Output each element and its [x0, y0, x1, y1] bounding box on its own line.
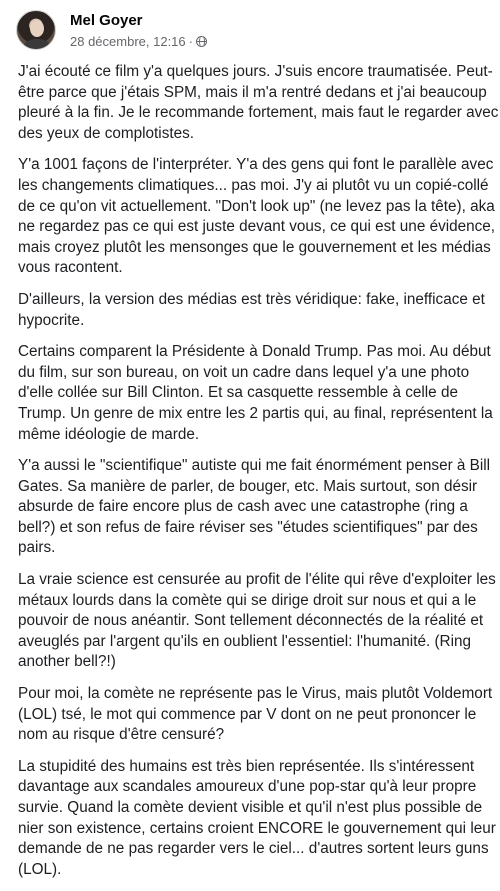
post-paragraph: [18, 757, 500, 881]
post-header: [16, 8, 486, 56]
text-line: D'ailleurs, la version des médias est très véridique: fake, inefficace et: [18, 290, 485, 308]
avatar-shoulders: [23, 39, 51, 50]
text-line: les changements climatiques... pas moi. J'y ai plutôt vu un copié-collé: [18, 176, 489, 194]
post-paragraph: [18, 570, 500, 673]
text-line: Y'a aussi le "scientifique" autiste qui me fait énormément penser à Bill: [18, 457, 491, 475]
avatar[interactable]: [16, 10, 56, 50]
post-paragraph: [18, 62, 500, 144]
text-line: another bell?!): [18, 653, 116, 671]
post-paragraph: [18, 155, 500, 279]
text-line: bell?) et son refus de faire réviser ses "études scientifiques" par des: [18, 518, 478, 536]
text-line: La stupidité des humains est très bien représentée. Ils s'intéressent: [18, 757, 475, 775]
text-line: ne regardez pas ce qui est juste devant vous, ce qui est une évidence,: [18, 218, 496, 236]
text-line: absurde de faire encore plus de cash avec une catastrophe (ring a: [18, 498, 468, 516]
text-line: aveuglés par l'argent qu'ils en oublient l'essentiel: l'humanité. (Ring: [18, 632, 472, 650]
post-date[interactable]: 28 décembre, 12:16: [70, 34, 186, 49]
text-line: d'elle collée sur Bill Clinton. Et sa casquette ressemble à celle de: [18, 384, 458, 402]
text-line: vous racontent.: [18, 259, 123, 277]
avatar-face: [30, 20, 44, 37]
post-paragraph: [18, 290, 500, 331]
text-line: métaux lourds dans la comète qui se dirige droit sur nous et qui a le: [18, 591, 477, 609]
text-line: nom au risque d'être censuré?: [18, 726, 225, 744]
text-line: demande de ne pas regarder vers le ciel... d'autres sortent leurs guns: [18, 840, 489, 858]
text-line: hypocrite.: [18, 311, 85, 329]
text-line: être parce que j'étais SPM, mais il m'a rentré dedans et j'ai beaucoup: [18, 83, 487, 101]
text-line: pouvoir de nous anéantir. Sont tellement déconnectés de la réalité et: [18, 612, 484, 630]
text-line: du film, sur son bureau, on voit un cadre dans lequel y'a une photo: [18, 363, 470, 381]
text-line: La vraie science est censurée au profit de l'élite qui rêve d'exploiter les: [18, 571, 496, 589]
text-line: survie. Quand la comète devient visible et qu'il n'est plus possible de: [18, 799, 483, 816]
text-line: Pour moi, la comète ne représente pas le Virus, mais plutôt Voldemort: [18, 685, 493, 703]
post-meta: [70, 34, 207, 49]
post-paragraph: [18, 684, 500, 746]
text-line: Trump. Un genre de mix entre les 2 partis qui, au final, représentent la: [18, 404, 493, 422]
text-line: Y'a 1001 façons de l'interpréter. Y'a des gens qui font le parallèle avec: [18, 156, 494, 174]
post-paragraph: [18, 342, 500, 445]
post-body: [18, 62, 500, 891]
text-line: (LOL).: [18, 860, 62, 878]
meta-separator: ·: [188, 34, 193, 49]
text-line: même idéologie de marde.: [18, 425, 200, 443]
text-line: pleuré à la fin. Je le recommande fortement, mais faut le regarder avec: [18, 104, 499, 122]
text-line: davantage aux scandales amoureux d'une pop-star qu'à leur propre: [18, 778, 477, 796]
text-line: de ce qu'on vit actuellement. "Don't look up" (ne levez pas la tête), aka: [18, 197, 495, 215]
text-line: Certains comparent la Présidente à Donald Trump. Pas moi. Au début: [18, 343, 491, 361]
text-line: mais croyez plutôt les mensonges que le gouvernement et les médias: [18, 238, 491, 256]
text-line: J'ai écouté ce film y'a quelques jours. J'suis encore traumatisée. Peut-: [18, 63, 493, 80]
globe-icon[interactable]: [196, 36, 207, 47]
text-line: Gates. Sa manière de parler, de bouger, etc. Mais surtout, son désir: [18, 477, 478, 495]
text-line: nier son existence, certains croient ENCORE le gouvernement qui leur: [18, 819, 496, 837]
text-line: (LOL) tsé, le mot qui commence par V dont on ne peut prononcer le: [18, 705, 477, 723]
text-line: pairs.: [18, 539, 56, 557]
post-paragraph: [18, 456, 500, 559]
text-line: des yeux de complotistes.: [18, 124, 195, 142]
author-name[interactable]: Mel Goyer: [70, 12, 143, 29]
